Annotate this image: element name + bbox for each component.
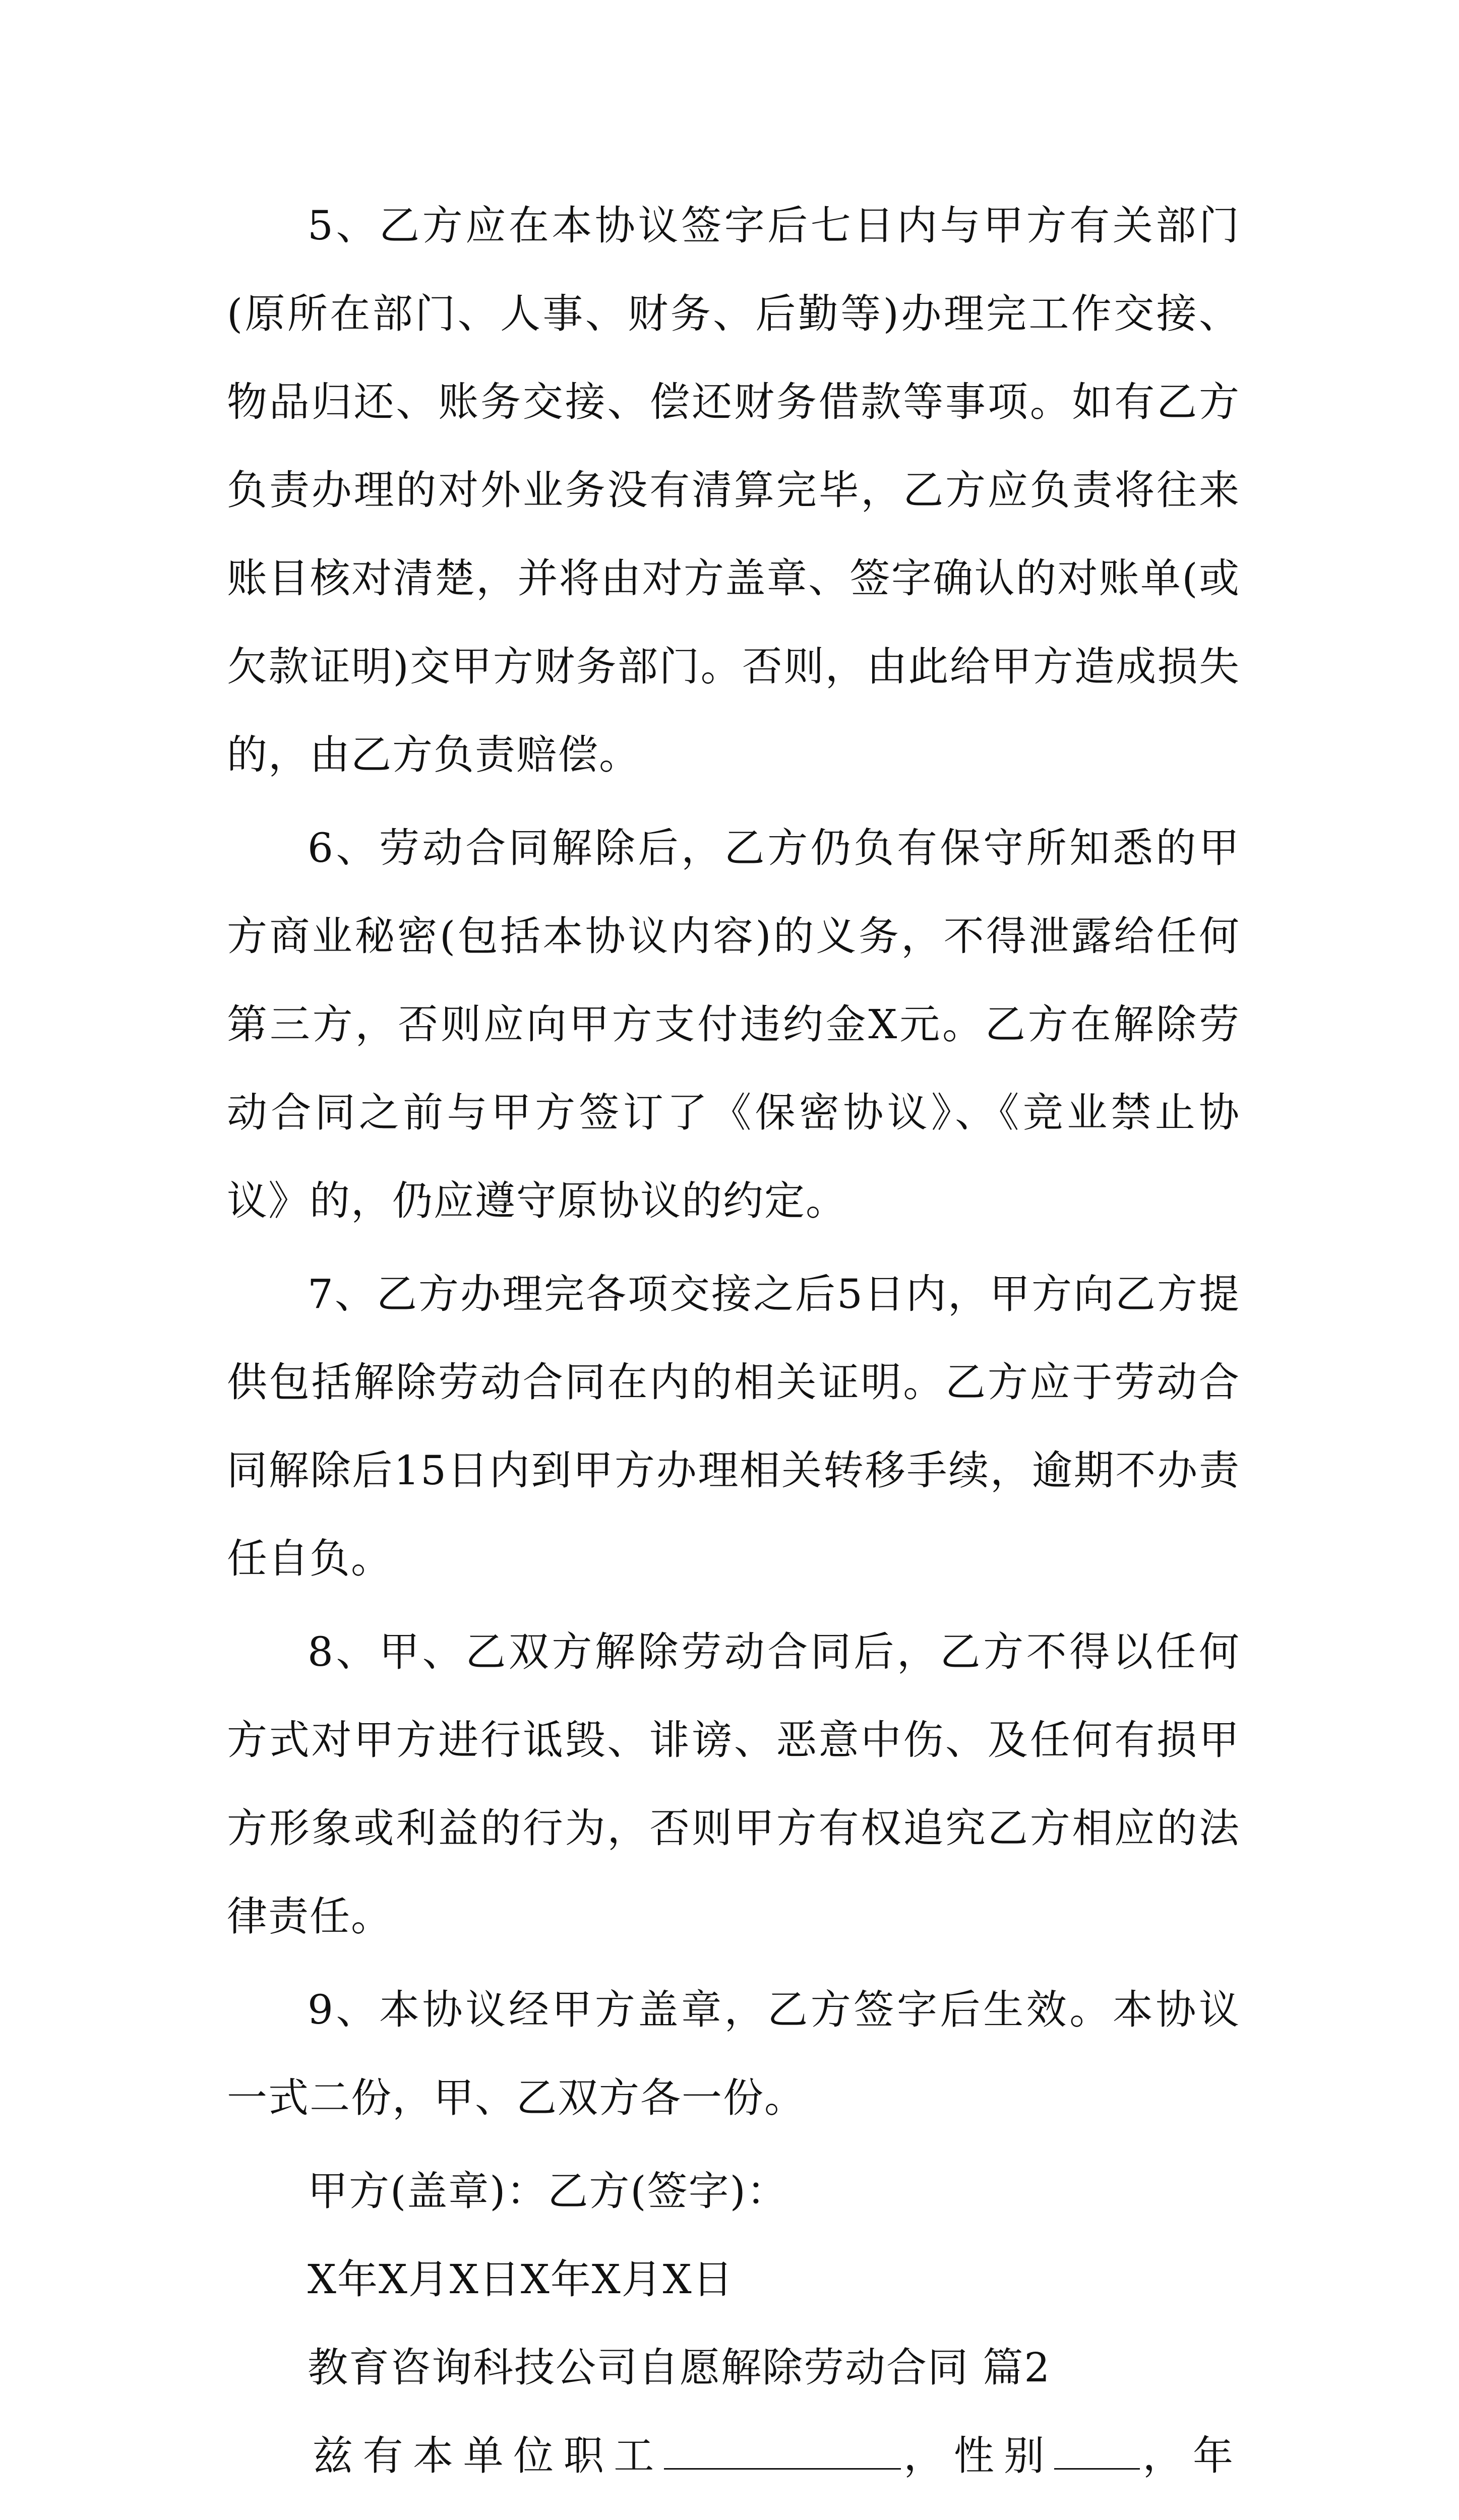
document-page [227, 181, 1240, 2520]
intro-text-age: ，年 [1139, 2432, 1241, 2479]
clause-7-paragraph: 7、乙方办理完各项交接之后5日内，甲方向乙方提供包括解除劳动合同在内的相关证明。乙方应于劳动合同解除后15日内到甲方办理相关转移手续，逾期不办责任自负。 [227, 1271, 1240, 1582]
section-title: 教育咨询科技公司自愿解除劳动合同 篇2 [308, 2344, 1051, 2391]
clause-6-paragraph: 6、劳动合同解除后，乙方仍负有保守所知悉的甲方商业秘密(包括本协议内容)的义务，不得泄露给任何第三方，否则应向甲方支付违约金X元。乙方在解除劳动合同之前与甲方签订了《保密协议》、《竞业禁止协议》的，仍应遵守原协议的约定。 [227, 825, 1240, 1224]
intro-line-1 [227, 2412, 1240, 2520]
clause-5-paragraph: 5、乙方应在本协议签字后七日内与甲方有关部门(原所在部门、人事、财务、后勤等)办理完工作交接、物品归还、账务交接、偿还财务借款等事项。如有乙方负责办理的对外业务没有清算完毕，乙方应负责将往来账目核对清楚，并将由对方盖章、签字确认的对账单(或欠款证明)交甲方财务部门。否则，由此给甲方造成损失的，由乙方负责赔偿。 [227, 202, 1240, 778]
date-line: X年X月X日X年X月X日 [308, 2256, 734, 2303]
intro-text-staff: 兹有本单位职工 [313, 2432, 664, 2479]
gender-blank[interactable] [1054, 2438, 1140, 2470]
intro-text-gender: ，性别 [900, 2432, 1054, 2479]
clause-8-paragraph: 8、甲、乙双方解除劳动合同后，乙方不得以任何方式对甲方进行诋毁、诽谤、恶意中伤、及任何有损甲方形象或利益的行为，否则甲方有权追究乙方相应的法律责任。 [227, 1628, 1240, 1940]
clause-9-paragraph: 9、本协议经甲方盖章，乙方签字后生效。本协议一式二份，甲、乙双方各一份。 [227, 1986, 1240, 2121]
staff-name-blank[interactable] [664, 2438, 901, 2470]
signature-line: 甲方(盖章)：乙方(签字)： [308, 2168, 788, 2215]
